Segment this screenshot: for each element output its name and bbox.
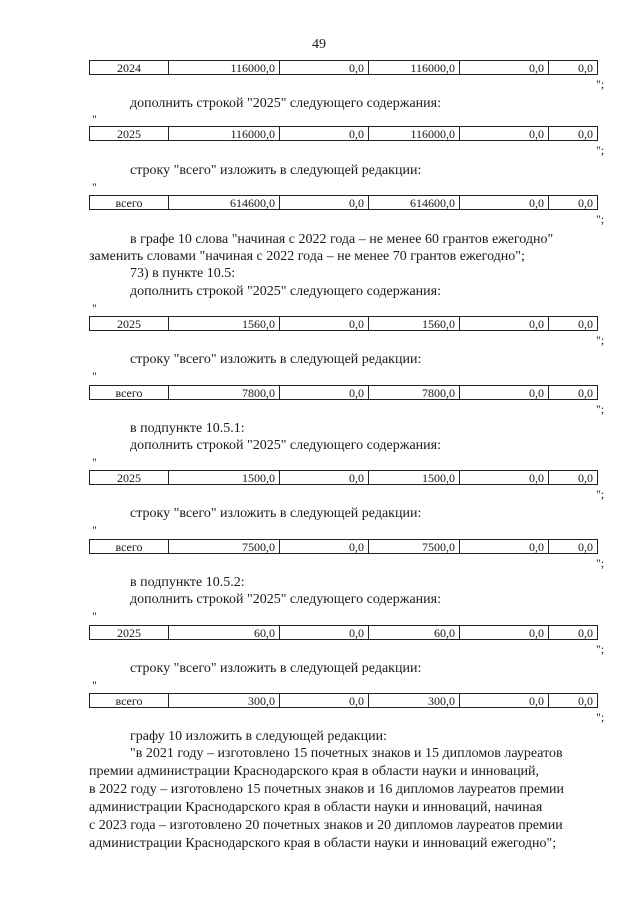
cell-local: 0,0 [460, 61, 549, 75]
cell-other: 0,0 [549, 386, 598, 400]
close-quote: "; [596, 710, 605, 724]
instruction-total: строку "всего" изложить в следующей редакции: [130, 352, 422, 367]
cell-other: 0,0 [549, 196, 598, 210]
open-quote: " [92, 301, 97, 315]
cell-total: 116000,0 [169, 61, 280, 75]
final-text-line2: премии администрации Краснодарского края в области науки и инноваций, [89, 764, 540, 779]
cell-local: 0,0 [460, 471, 549, 485]
cell-federal: 0,0 [280, 540, 369, 554]
close-quote: "; [596, 143, 605, 157]
cell-other: 0,0 [549, 694, 598, 708]
table-row-2025 [89, 126, 598, 141]
cell-total: 60,0 [169, 626, 280, 640]
close-quote: "; [596, 556, 605, 570]
cell-regional: 116000,0 [369, 127, 460, 141]
instruction-add-2025: дополнить строкой "2025" следующего содержания: [130, 592, 441, 607]
cell-local: 0,0 [460, 626, 549, 640]
instruction-total: строку "всего" изложить в следующей редакции: [130, 163, 422, 178]
table-row-total [89, 195, 598, 210]
cell-local: 0,0 [460, 540, 549, 554]
final-text-line5: с 2023 года – изготовлено 20 почетных знаков и 20 дипломов лауреатов премии [89, 818, 563, 833]
cell-year: всего [90, 694, 169, 708]
cell-other: 0,0 [549, 626, 598, 640]
cell-local: 0,0 [460, 196, 549, 210]
cell-year: 2025 [90, 317, 169, 331]
close-quote: "; [596, 642, 605, 656]
cell-year: всего [90, 386, 169, 400]
table-row-total [89, 539, 598, 554]
cell-other: 0,0 [549, 540, 598, 554]
cell-total: 1560,0 [169, 317, 280, 331]
open-quote: " [92, 678, 97, 692]
cell-year: 2025 [90, 471, 169, 485]
instruction-add-2025: дополнить строкой "2025" следующего содержания: [130, 438, 441, 453]
cell-federal: 0,0 [280, 61, 369, 75]
cell-federal: 0,0 [280, 626, 369, 640]
cell-federal: 0,0 [280, 694, 369, 708]
cell-year: 2024 [90, 61, 169, 75]
final-text-line3: в 2022 году – изготовлено 15 почетных знаков и 16 дипломов лауреатов премии [89, 782, 564, 797]
cell-regional: 60,0 [369, 626, 460, 640]
cell-other: 0,0 [549, 127, 598, 141]
cell-other: 0,0 [549, 317, 598, 331]
close-quote: "; [596, 77, 605, 91]
cell-year: всего [90, 540, 169, 554]
graph10-line1: в графе 10 слова "начиная с 2022 года – не менее 60 грантов ежегодно" [130, 232, 554, 247]
cell-federal: 0,0 [280, 317, 369, 331]
cell-regional: 1500,0 [369, 471, 460, 485]
cell-regional: 7500,0 [369, 540, 460, 554]
final-text-line6: администрации Краснодарского края в области науки и инноваций ежегодно"; [89, 836, 557, 851]
table-row-2025 [89, 470, 598, 485]
cell-other: 0,0 [549, 61, 598, 75]
final-text-line4: администрации Краснодарского края в области науки и инноваций, начиная [89, 800, 543, 815]
table-row-total [89, 385, 598, 400]
cell-total: 116000,0 [169, 127, 280, 141]
open-quote: " [92, 369, 97, 383]
point-73: 73) в пункте 10.5: [130, 266, 236, 281]
open-quote: " [92, 180, 97, 194]
instruction-total: строку "всего" изложить в следующей редакции: [130, 506, 422, 521]
cell-total: 7800,0 [169, 386, 280, 400]
cell-year: 2025 [90, 127, 169, 141]
page-number: 49 [312, 37, 326, 52]
final-text-line1: "в 2021 году – изготовлено 15 почетных знаков и 15 дипломов лауреатов [130, 746, 563, 761]
close-quote: "; [596, 212, 605, 226]
cell-local: 0,0 [460, 127, 549, 141]
graph10-redaction: графу 10 изложить в следующей редакции: [130, 729, 387, 744]
cell-local: 0,0 [460, 386, 549, 400]
cell-federal: 0,0 [280, 386, 369, 400]
open-quote: " [92, 523, 97, 537]
close-quote: "; [596, 333, 605, 347]
cell-local: 0,0 [460, 317, 549, 331]
instruction-add-2025: дополнить строкой "2025" следующего содержания: [130, 96, 441, 111]
cell-regional: 116000,0 [369, 61, 460, 75]
graph10-line2: заменить словами "начиная с 2022 года – не менее 70 грантов ежегодно"; [89, 249, 525, 264]
open-quote: " [92, 112, 97, 126]
instruction-total: строку "всего" изложить в следующей редакции: [130, 661, 422, 676]
cell-regional: 614600,0 [369, 196, 460, 210]
cell-total: 7500,0 [169, 540, 280, 554]
open-quote: " [92, 609, 97, 623]
table-row-2025 [89, 316, 598, 331]
table-row-2025 [89, 625, 598, 640]
cell-local: 0,0 [460, 694, 549, 708]
cell-year: 2025 [90, 626, 169, 640]
cell-year: всего [90, 196, 169, 210]
cell-federal: 0,0 [280, 196, 369, 210]
cell-total: 614600,0 [169, 196, 280, 210]
table-row-2024 [89, 60, 598, 75]
table-row-total [89, 693, 598, 708]
cell-federal: 0,0 [280, 127, 369, 141]
cell-regional: 1560,0 [369, 317, 460, 331]
close-quote: "; [596, 402, 605, 416]
close-quote: "; [596, 487, 605, 501]
cell-federal: 0,0 [280, 471, 369, 485]
cell-regional: 300,0 [369, 694, 460, 708]
open-quote: " [92, 455, 97, 469]
cell-total: 1500,0 [169, 471, 280, 485]
cell-total: 300,0 [169, 694, 280, 708]
cell-regional: 7800,0 [369, 386, 460, 400]
instruction-add-2025: дополнить строкой "2025" следующего содержания: [130, 284, 441, 299]
cell-other: 0,0 [549, 471, 598, 485]
subpoint-10-5-2: в подпункте 10.5.2: [130, 575, 245, 590]
subpoint-10-5-1: в подпункте 10.5.1: [130, 421, 245, 436]
